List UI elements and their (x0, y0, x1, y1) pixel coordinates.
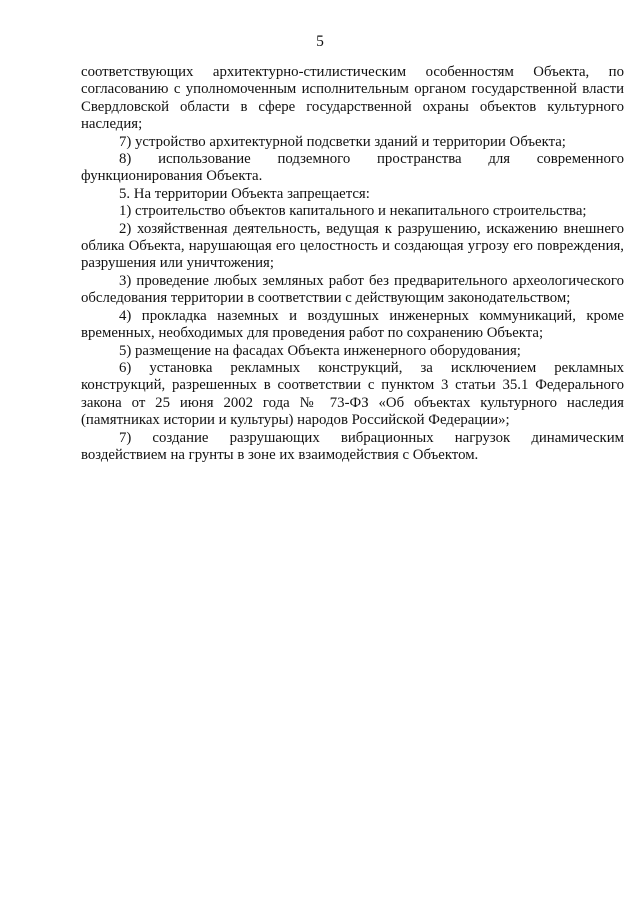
page-number: 5 (316, 33, 324, 50)
prohibition-item-2: 2) хозяйственная деятельность, ведущая к разрушению, искажению внешнего облика Объекта, нарушающая его целостность и создающая угрозу его повреждения, разрушения или уничтожения; (81, 220, 624, 272)
prohibition-item-5: 5) размещение на фасадах Объекта инженерного оборудования; (119, 342, 521, 359)
section-5-heading: 5. На территории Объекта запрещается: (119, 185, 370, 202)
paragraph-item-7-lighting: 7) устройство архитектурной подсветки зданий и территории Объекта; (119, 133, 566, 150)
paragraph-continuation: соответствующих архитектурно-стилистическим особенностям Объекта, по согласованию с уполномоченным исполнительным органом государственной власти Свердловской области в сфере государственной охраны объектов культурного наследия; (81, 64, 624, 133)
prohibition-item-1: 1) строительство объектов капитального и некапитального строительства; (119, 203, 587, 220)
prohibition-item-7: 7) создание разрушающих вибрационных нагрузок динамическим воздействием на грунты в зоне их взаимодействия с Объектом. (81, 429, 624, 463)
prohibition-item-3: 3) проведение любых земляных работ без предварительного археологического обследования территории в соответствии с действующим законодательством; (81, 272, 624, 307)
scan-artifact (90, 0, 570, 10)
prohibition-item-4: 4) прокладка наземных и воздушных инженерных коммуникаций, кроме временных, необходимых для проведения работ по сохранению Объекта; (81, 307, 624, 342)
prohibition-item-6: 6) установка рекламных конструкций, за исключением рекламных конструкций, разрешенных в соответствии с пунктом 3 статьи 35.1 Федерального закона от 25 июня 2002 года № 73-ФЗ «Об объектах культурного наследия (памятниках истории и культуры) народов Российской Федерации»; (81, 359, 624, 429)
document-body (81, 64, 624, 464)
paragraph-item-8-underground: 8) использование подземного пространства для современного функционирования Объекта. (81, 151, 624, 185)
